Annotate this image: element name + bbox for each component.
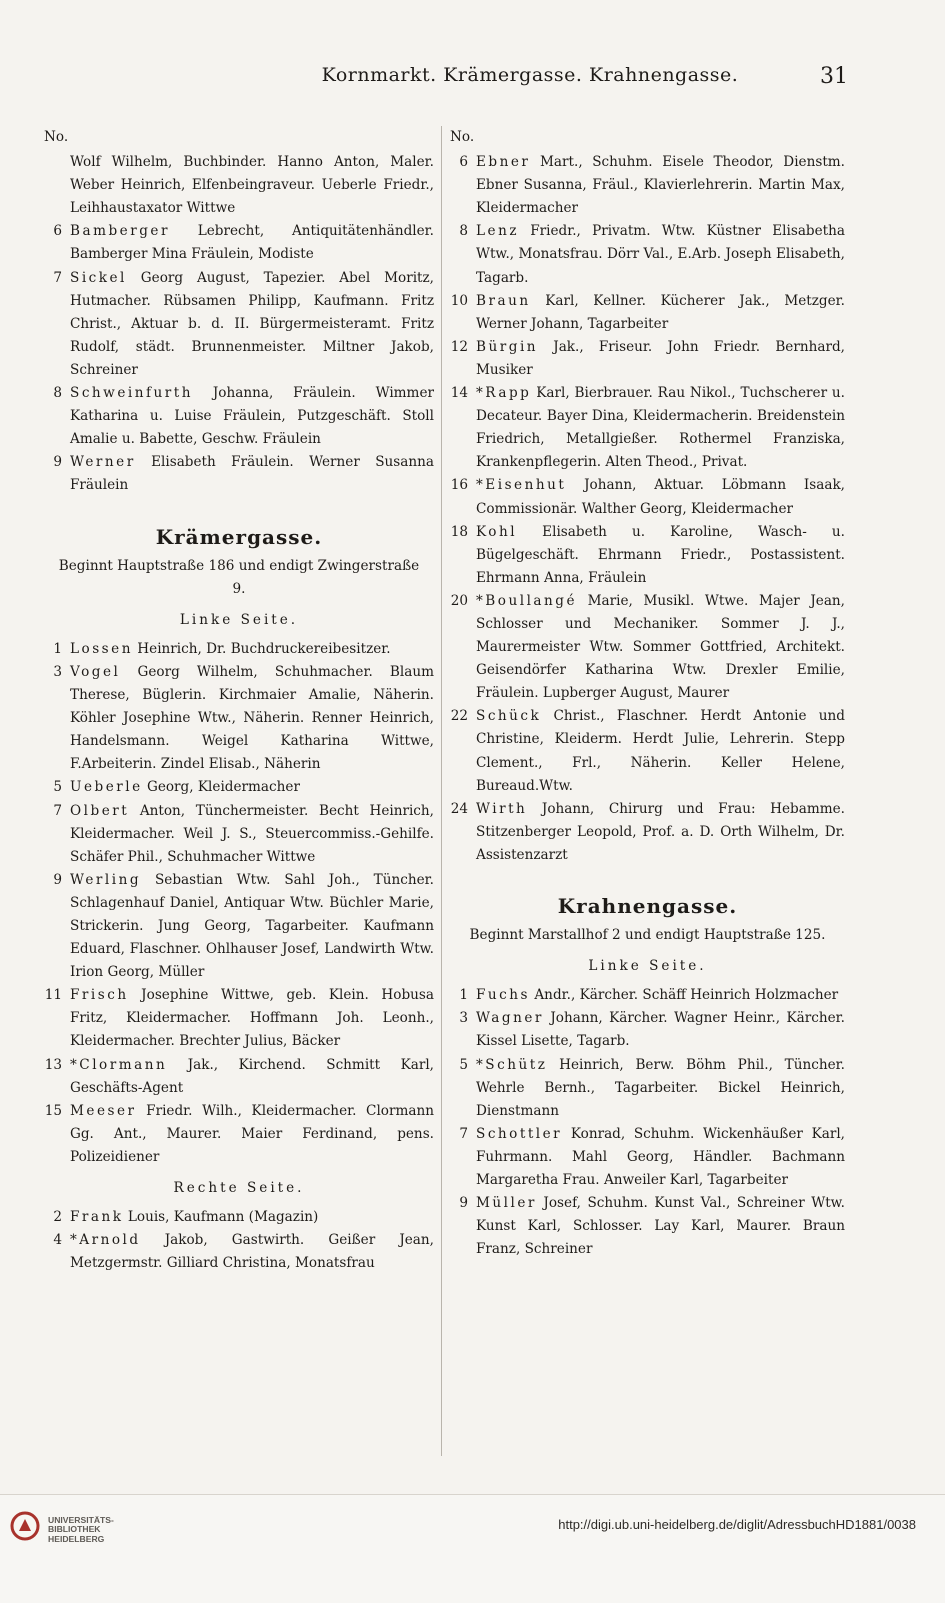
- entry-lead-name: Ueberle: [70, 779, 143, 796]
- entry-text: Friedr., Privatm. Wtw. Küstner Elisabetha Wtw., Monatsfrau. Dörr Val., E.Arb. Joseph Elisabeth, Tagarb.: [476, 223, 845, 286]
- entry-lead-name: Werner: [70, 454, 136, 471]
- entry-lead-name: Bürgin: [476, 338, 539, 355]
- address-entry: [450, 336, 845, 382]
- entry-lead-name: Olbert: [70, 802, 130, 819]
- entry-lead-name: Bamberger: [70, 223, 170, 240]
- entry-text: Heinrich, Berw. Böhm Phil., Tüncher. Wehrle Bernh., Tagarbeiter. Bickel Heinrich, Dienstmann: [476, 1056, 845, 1119]
- kornmarkt-entries: [44, 151, 434, 497]
- house-number: 10: [450, 292, 468, 309]
- house-number: 7: [53, 269, 62, 286]
- house-number: 5: [459, 1056, 468, 1073]
- address-entry: [44, 776, 434, 799]
- logo-line: UNIVERSITÄTS-: [48, 1515, 114, 1525]
- entry-text: Marie, Musikl. Wtwe. Majer Jean, Schlosser und Mechaniker. Sommer J. J., Maurermeister Wtw. Sommer Gottfried, Architekt. Geisendörfer Katharina Wtw. Drexler Emilie, Fräulein. Lupberger August, Maurer: [476, 592, 845, 702]
- address-entry: [450, 290, 845, 336]
- left-column: [44, 126, 434, 1275]
- address-entry: [44, 1054, 434, 1100]
- logo-line: BIBLIOTHEK: [48, 1524, 101, 1535]
- address-entry: [44, 1100, 434, 1169]
- entry-lead-name: Sickel: [70, 269, 127, 286]
- entry-lead-name: *Schütz: [476, 1056, 548, 1073]
- entry-text: Louis, Kaufmann (Magazin): [123, 1209, 319, 1226]
- address-entry: [450, 220, 845, 289]
- right-column: [450, 126, 845, 1261]
- entry-text: Johann, Aktuar. Löbmann Isaak, Commissionär. Walther Georg, Kleidermacher: [476, 477, 845, 517]
- address-entry: [44, 800, 434, 869]
- house-number: 7: [53, 802, 62, 819]
- entry-lead-name: Vogel: [70, 663, 121, 680]
- address-entry: [44, 869, 434, 984]
- address-entry: [44, 267, 434, 382]
- address-entry: [450, 705, 845, 797]
- address-entry: [44, 984, 434, 1053]
- entry-text: Konrad, Schuhm. Wickenhäußer Karl, Fuhrmann. Mahl Georg, Händler. Bachmann Margaretha Frau. Anweiler Karl, Tagarbeiter: [476, 1125, 845, 1189]
- address-entry: [450, 474, 845, 520]
- entry-text: Jakob, Gastwirth. Geißer Jean, Metzgermstr. Gilliard Christina, Monatsfrau: [70, 1232, 434, 1272]
- address-entry: [450, 1007, 845, 1053]
- house-number: 2: [53, 1209, 62, 1226]
- entry-lead-name: *Eisenhut: [476, 477, 567, 494]
- entry-text: Lebrecht, Antiquitätenhändler. Bamberger Mina Fräulein, Modiste: [70, 223, 434, 263]
- entry-lead-name: *Clormann: [70, 1056, 168, 1073]
- address-entry: [450, 590, 845, 705]
- address-entry: [450, 521, 845, 590]
- entry-lead-name: Frank: [70, 1209, 124, 1226]
- address-entry: [44, 151, 434, 220]
- house-number: 6: [459, 154, 468, 171]
- entry-text: Johann, Kärcher. Wagner Heinr., Kärcher. Kissel Lisette, Tagarb.: [476, 1010, 845, 1050]
- entry-lead-name: *Arnold: [70, 1232, 141, 1249]
- source-url-link[interactable]: http://digi.ub.uni-heidelberg.de/diglit/AdressbuchHD1881/0038: [558, 1517, 916, 1532]
- address-entry: [44, 638, 434, 661]
- entry-text: Heinrich, Dr. Buchdruckereibesitzer.: [132, 640, 391, 657]
- house-number: 24: [450, 800, 468, 817]
- entry-text: Anton, Tünchermeister. Becht Heinrich, Kleidermacher. Weil J. S., Steuercommiss.-Gehilfe. Schäfer Phil., Schuhmacher Wittwe: [70, 802, 434, 865]
- entry-text: Georg Wilhelm, Schuhmacher. Blaum Therese, Büglerin. Kirchmaier Amalie, Näherin. Köhler Josephine Wtw., Näherin. Renner Heinrich, Handelsmann. Weigel Katharina Wittwe, F.Arbeiterin. Zindel Elisab., Näherin: [70, 663, 434, 773]
- entry-text: Josephine Wittwe, geb. Klein. Hobusa Fritz, Kleidermacher. Hoffmann Joh. Leonh., Kleidermacher. Brechter Julius, Bäcker: [70, 987, 434, 1050]
- entry-lead-name: Meeser: [70, 1102, 137, 1119]
- entry-lead-name: Ebner: [476, 154, 531, 171]
- page-number: 31: [820, 64, 848, 89]
- entry-lead-name: Schück: [476, 708, 542, 725]
- entry-lead-name: Braun: [476, 292, 531, 309]
- entry-lead-name: Frisch: [70, 987, 129, 1004]
- entry-lead-name: Kohl: [476, 523, 518, 540]
- house-number: 13: [44, 1056, 62, 1073]
- address-entry: [44, 661, 434, 776]
- side-title-right: Rechte Seite.: [173, 1180, 305, 1197]
- entry-text: Wolf Wilhelm, Buchbinder. Hanno Anton, Maler. Weber Heinrich, Elfenbeingraveur. Ueberle Friedr., Leihhaustaxator Wittwe: [70, 154, 434, 217]
- house-number: 9: [53, 454, 62, 471]
- section-desc-kraemergasse: Beginnt Hauptstraße 186 und endigt Zwingerstraße 9.: [58, 557, 420, 597]
- entry-text: Elisabeth u. Karoline, Wasch- u. Bügelgeschäft. Ehrmann Friedr., Postassistent. Ehrmann Anna, Fräulein: [476, 523, 845, 586]
- section-title-kraemergasse: Krämergasse.: [155, 524, 323, 549]
- address-entry: [450, 1123, 845, 1192]
- entry-text: Christ., Flaschner. Herdt Antonie und Christine, Kleiderm. Herdt Julie, Lehrerin. Stepp Clement., Frl., Näherin. Keller Helene, Bureaud.Wtw.: [476, 708, 845, 794]
- section-desc-krahnengasse: Beginnt Marstallhof 2 und endigt Hauptstraße 125.: [469, 927, 826, 944]
- address-entry: [450, 798, 845, 867]
- library-logo-icon: [10, 1511, 40, 1541]
- no-label: No.: [450, 129, 475, 145]
- address-entry: [450, 1054, 845, 1123]
- house-number: 12: [450, 338, 468, 355]
- entry-lead-name: Müller: [476, 1195, 537, 1212]
- section-title-krahnengasse: Krahnengasse.: [557, 894, 738, 918]
- entry-text: Friedr. Wilh., Kleidermacher. Clormann Gg. Ant., Maurer. Maier Ferdinand, pens. Polizeidiener: [70, 1102, 434, 1165]
- entry-text: Sebastian Wtw. Sahl Joh., Tüncher. Schlagenhauf Daniel, Antiquar Wtw. Büchler Marie, Strickerin. Jung Georg, Tagarbeiter. Kaufmann Eduard, Flaschner. Ohlhauser Josef, Landwirth Wtw. Irion Georg, Müller: [70, 871, 434, 981]
- entry-text: Josef, Schuhm. Kunst Val., Schreiner Wtw. Kunst Karl, Schlosser. Lay Karl, Maurer. Braun Franz, Schreiner: [476, 1195, 845, 1258]
- entry-lead-name: Fuchs: [476, 987, 531, 1004]
- entry-lead-name: Schottler: [476, 1125, 563, 1142]
- house-number: 7: [459, 1125, 468, 1142]
- running-title: Kornmarkt. Krämergasse. Krahnengasse.: [321, 64, 739, 86]
- entry-text: Jak., Friseur. John Friedr. Bernhard, Musiker: [476, 338, 845, 378]
- house-number: 1: [53, 640, 62, 657]
- address-entry: [44, 1229, 434, 1275]
- house-number: 9: [459, 1195, 468, 1212]
- address-entry: [450, 382, 845, 474]
- entry-lead-name: Wirth: [476, 800, 528, 817]
- address-entry: [450, 1192, 845, 1261]
- house-number: 8: [459, 223, 468, 240]
- house-number: 22: [450, 708, 468, 725]
- house-number: 3: [459, 1010, 468, 1027]
- entry-text: Georg, Kleidermacher: [142, 779, 300, 796]
- entry-lead-name: Werling: [70, 871, 142, 888]
- address-entry: [44, 220, 434, 266]
- entry-text: Andr., Kärcher. Schäff Heinrich Holzmacher: [530, 987, 839, 1004]
- entry-text: Jak., Kirchend. Schmitt Karl, Geschäfts-Agent: [70, 1056, 434, 1096]
- house-number: 4: [53, 1232, 62, 1249]
- no-label: No.: [44, 129, 69, 145]
- entry-lead-name: Lenz: [476, 223, 519, 240]
- entry-text: Karl, Bierbrauer. Rau Nikol., Tuchscherer u. Decateur. Bayer Dina, Kleidermacherin. Breidenstein Friedrich, Metallgießer. Rothermel Franziska, Krankenpflegerin. Alten Theod., Privat.: [476, 385, 845, 471]
- entry-lead-name: Lossen: [70, 640, 133, 657]
- house-number: 14: [450, 385, 468, 402]
- house-number: 8: [53, 385, 62, 402]
- house-number: 16: [450, 477, 468, 494]
- side-title-left: Linke Seite.: [588, 958, 707, 975]
- house-number: 11: [44, 987, 62, 1004]
- address-entry: [450, 151, 845, 220]
- address-entry: [44, 382, 434, 451]
- entry-text: Mart., Schuhm. Eisele Theodor, Dienstm. Ebner Susanna, Fräul., Klavierlehrerin. Martin Max, Kleidermacher: [476, 154, 845, 217]
- house-number: 18: [450, 523, 468, 540]
- house-number: 9: [53, 871, 62, 888]
- house-number: 3: [53, 663, 62, 680]
- house-number: 5: [53, 779, 62, 796]
- address-entry: [450, 984, 845, 1007]
- address-entry: [44, 451, 434, 497]
- logo-line: HEIDELBERG: [48, 1533, 105, 1544]
- house-number: 20: [450, 592, 468, 609]
- entry-text: Johann, Chirurg und Frau: Hebamme. Stitzenberger Leopold, Prof. a. D. Orth Wilhelm, Dr. Assistenzarzt: [476, 800, 845, 863]
- entry-text: Georg August, Tapezier. Abel Moritz, Hutmacher. Rübsamen Philipp, Kaufmann. Fritz Christ., Aktuar b. d. II. Bürgermeisteramt. Fritz Rudolf, städt. Brunnenmeister. Miltner Jakob, Schreiner: [70, 269, 434, 378]
- house-number: 1: [459, 987, 468, 1004]
- kraemergasse-right-entries: [44, 1206, 434, 1275]
- kraemergasse-left-entries: [44, 638, 434, 1169]
- house-number: 15: [44, 1102, 62, 1119]
- column-divider: [441, 126, 442, 1456]
- entry-text: Karl, Kellner. Kücherer Jak., Metzger. Werner Johann, Tagarbeiter: [476, 292, 845, 332]
- entry-text: Elisabeth Fräulein. Werner Susanna Fräulein: [70, 454, 434, 494]
- entry-text: Johanna, Fräulein. Wimmer Katharina u. Luise Fräulein, Putzgeschäft. Stoll Amalie u. Babette, Geschw. Fräulein: [70, 385, 434, 448]
- side-title-left: Linke Seite.: [179, 611, 299, 628]
- kraemergasse-continued-entries: [450, 151, 845, 867]
- entry-lead-name: Wagner: [476, 1010, 544, 1027]
- krahnengasse-left-entries: [450, 984, 845, 1261]
- address-entry: [44, 1206, 434, 1229]
- entry-lead-name: *Boullangé: [476, 592, 578, 609]
- house-number: 6: [53, 223, 62, 240]
- footer-bar: [0, 1494, 945, 1603]
- entry-lead-name: *Rapp: [476, 385, 532, 402]
- entry-lead-name: Schweinfurth: [70, 385, 193, 402]
- library-logo-text: [48, 1516, 114, 1544]
